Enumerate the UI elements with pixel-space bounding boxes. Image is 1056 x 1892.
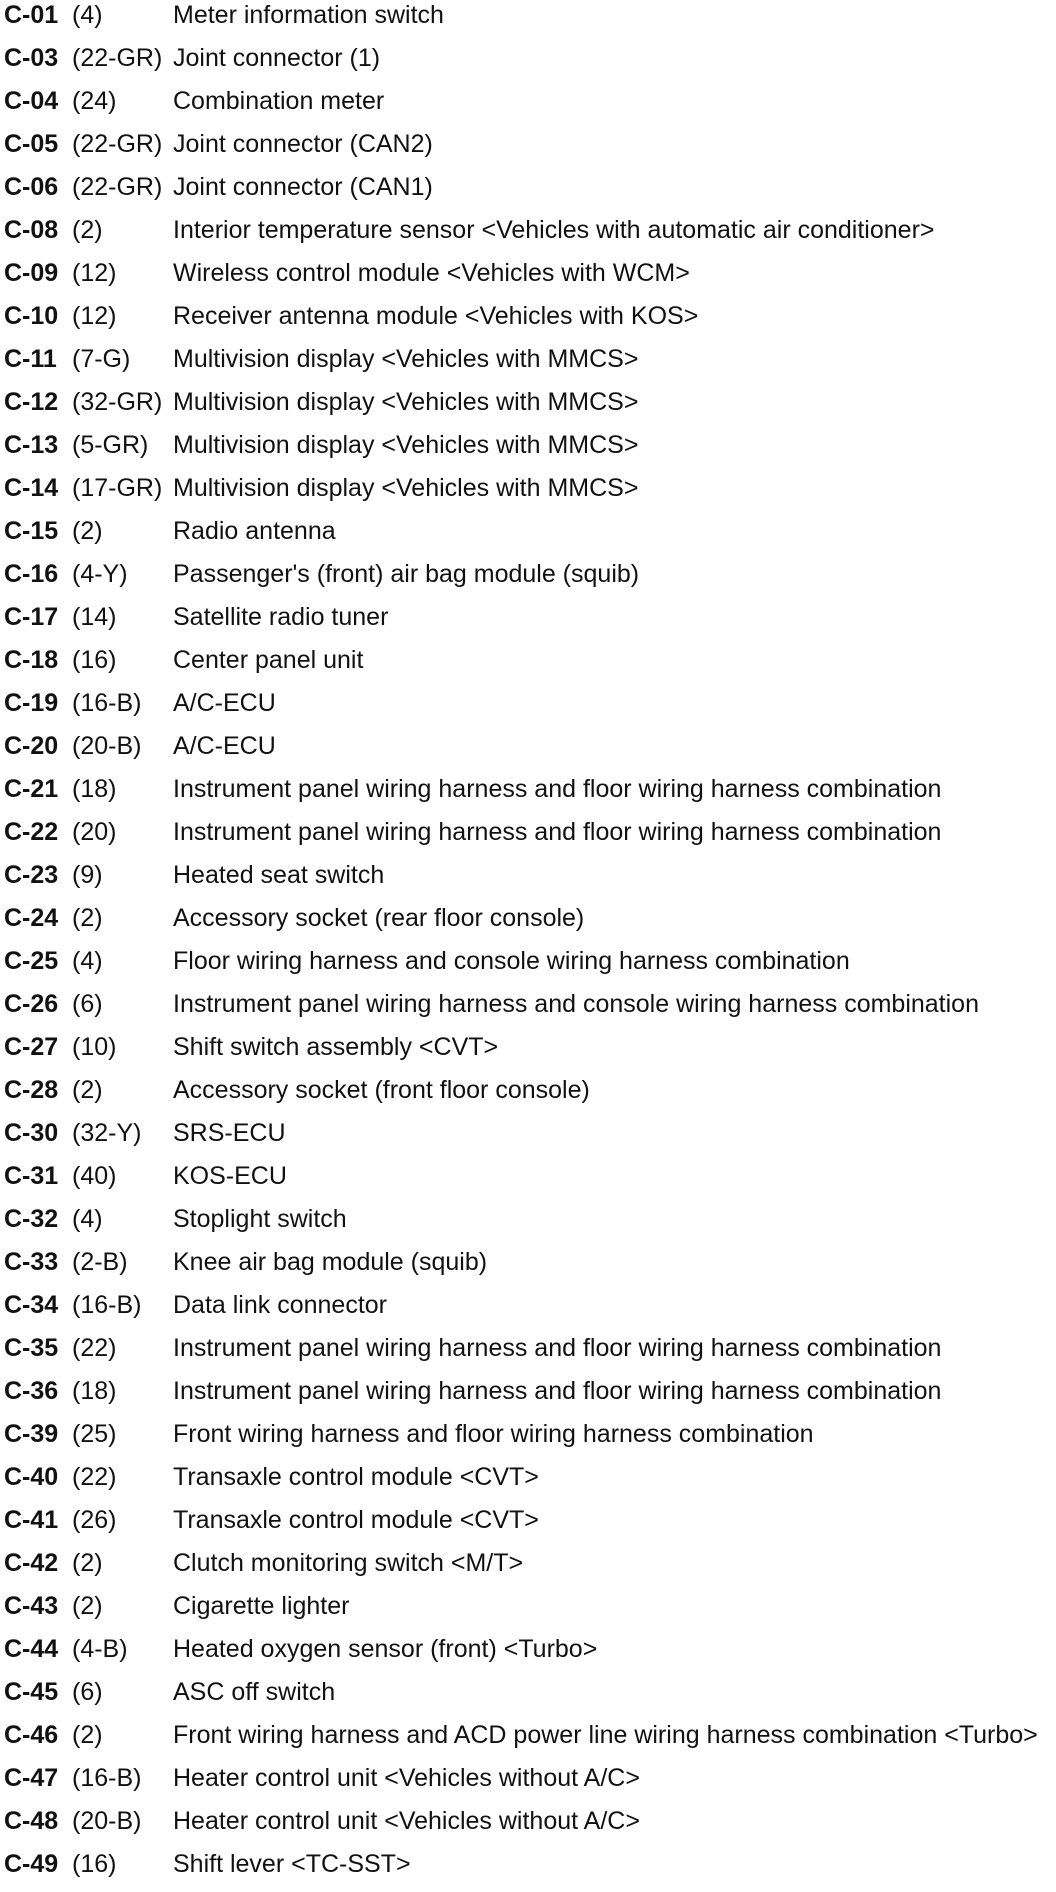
connector-spec: (16-B)	[72, 1764, 142, 1792]
connector-description: Instrument panel wiring harness and floor wiring harness combination	[173, 1334, 942, 1362]
connector-description: Data link connector	[173, 1291, 388, 1319]
connector-spec: (4)	[72, 947, 103, 975]
connector-description: Cigarette lighter	[173, 1592, 350, 1620]
connector-description: Transaxle control module <CVT>	[173, 1463, 539, 1491]
connector-code: C-36	[4, 1377, 59, 1405]
connector-code: C-33	[4, 1248, 59, 1276]
connector-row	[4, 559, 1054, 602]
connector-spec: (4-Y)	[72, 560, 128, 588]
connector-spec: (40)	[72, 1162, 117, 1190]
connector-code: C-13	[4, 431, 59, 459]
connector-row	[4, 1720, 1054, 1763]
connector-description: ASC off switch	[173, 1678, 336, 1706]
connector-code: C-14	[4, 474, 59, 502]
connector-spec: (6)	[72, 990, 103, 1018]
connector-code: C-40	[4, 1463, 59, 1491]
connector-code: C-06	[4, 173, 59, 201]
connector-spec: (22)	[72, 1463, 117, 1491]
connector-code: C-23	[4, 861, 59, 889]
connector-row	[4, 1505, 1054, 1548]
connector-description: Radio antenna	[173, 517, 336, 545]
connector-code: C-46	[4, 1721, 59, 1749]
connector-row	[4, 774, 1054, 817]
connector-spec: (14)	[72, 603, 117, 631]
connector-row	[4, 731, 1054, 774]
connector-description: Heated oxygen sensor (front) <Turbo>	[173, 1635, 598, 1663]
connector-spec: (2)	[72, 517, 103, 545]
connector-description: Satellite radio tuner	[173, 603, 389, 631]
connector-code: C-04	[4, 87, 59, 115]
connector-spec: (2-B)	[72, 1248, 128, 1276]
connector-code: C-21	[4, 775, 59, 803]
connector-row	[4, 215, 1054, 258]
connector-spec: (2)	[72, 904, 103, 932]
connector-row	[4, 516, 1054, 559]
connector-description: Multivision display <Vehicles with MMCS>	[173, 431, 639, 459]
connector-description: Joint connector (CAN1)	[173, 173, 433, 201]
connector-row	[4, 344, 1054, 387]
connector-description: Heater control unit <Vehicles without A/C>	[173, 1807, 640, 1835]
connector-spec: (20-B)	[72, 732, 142, 760]
connector-description: Stoplight switch	[173, 1205, 347, 1233]
connector-row	[4, 172, 1054, 215]
connector-spec: (24)	[72, 87, 117, 115]
connector-code: C-43	[4, 1592, 59, 1620]
connector-row	[4, 1806, 1054, 1849]
connector-row	[4, 1419, 1054, 1462]
connector-description: A/C-ECU	[173, 689, 276, 717]
connector-code: C-27	[4, 1033, 59, 1061]
connector-row	[4, 43, 1054, 86]
connector-spec: (16-B)	[72, 1291, 142, 1319]
connector-code: C-08	[4, 216, 59, 244]
connector-description: Instrument panel wiring harness and floor wiring harness combination	[173, 1377, 942, 1405]
connector-code: C-24	[4, 904, 59, 932]
connector-code: C-39	[4, 1420, 59, 1448]
connector-row	[4, 1849, 1054, 1892]
connector-row	[4, 903, 1054, 946]
connector-spec: (20-B)	[72, 1807, 142, 1835]
connector-spec: (5-GR)	[72, 431, 149, 459]
connector-spec: (4)	[72, 1205, 103, 1233]
connector-row	[4, 1634, 1054, 1677]
connector-row	[4, 860, 1054, 903]
connector-spec: (16)	[72, 646, 117, 674]
connector-row	[4, 430, 1054, 473]
connector-description: Floor wiring harness and console wiring harness combination	[173, 947, 850, 975]
connector-code: C-26	[4, 990, 59, 1018]
connector-row	[4, 1204, 1054, 1247]
connector-row	[4, 387, 1054, 430]
connector-description: Clutch monitoring switch <M/T>	[173, 1549, 524, 1577]
connector-row	[4, 817, 1054, 860]
connector-spec: (16)	[72, 1850, 117, 1878]
connector-description: Transaxle control module <CVT>	[173, 1506, 539, 1534]
connector-row	[4, 129, 1054, 172]
connector-row	[4, 301, 1054, 344]
connector-code: C-28	[4, 1076, 59, 1104]
connector-description: Accessory socket (front floor console)	[173, 1076, 590, 1104]
connector-row	[4, 86, 1054, 129]
connector-description: Instrument panel wiring harness and floor wiring harness combination	[173, 818, 942, 846]
connector-row	[4, 1247, 1054, 1290]
connector-description: Heated seat switch	[173, 861, 385, 889]
connector-description: Shift lever <TC-SST>	[173, 1850, 411, 1878]
connector-spec: (2)	[72, 1721, 103, 1749]
connector-spec: (22-GR)	[72, 173, 163, 201]
connector-description: Multivision display <Vehicles with MMCS>	[173, 474, 639, 502]
connector-row	[4, 1161, 1054, 1204]
connector-code: C-49	[4, 1850, 59, 1878]
connector-description: Center panel unit	[173, 646, 364, 674]
connector-code: C-22	[4, 818, 59, 846]
connector-spec: (2)	[72, 1592, 103, 1620]
connector-description: Interior temperature sensor <Vehicles with automatic air conditioner>	[173, 216, 935, 244]
connector-row	[4, 258, 1054, 301]
connector-code: C-15	[4, 517, 59, 545]
connector-code: C-03	[4, 44, 59, 72]
connector-row	[4, 1591, 1054, 1634]
connector-code: C-18	[4, 646, 59, 674]
connector-spec: (7-G)	[72, 345, 131, 373]
connector-spec: (22)	[72, 1334, 117, 1362]
connector-spec: (25)	[72, 1420, 117, 1448]
connector-code: C-20	[4, 732, 59, 760]
connector-code: C-16	[4, 560, 59, 588]
connector-code: C-09	[4, 259, 59, 287]
connector-code: C-47	[4, 1764, 59, 1792]
connector-spec: (17-GR)	[72, 474, 163, 502]
connector-code: C-10	[4, 302, 59, 330]
connector-spec: (4-B)	[72, 1635, 128, 1663]
connector-spec: (16-B)	[72, 689, 142, 717]
connector-row	[4, 1462, 1054, 1505]
connector-description: Receiver antenna module <Vehicles with KOS>	[173, 302, 699, 330]
connector-spec: (20)	[72, 818, 117, 846]
connector-code: C-30	[4, 1119, 59, 1147]
connector-row	[4, 946, 1054, 989]
connector-description: Passenger's (front) air bag module (squib)	[173, 560, 640, 588]
connector-code: C-11	[4, 345, 57, 373]
connector-spec: (32-GR)	[72, 388, 163, 416]
connector-code: C-31	[4, 1162, 59, 1190]
connector-code: C-01	[4, 1, 59, 29]
connector-spec: (9)	[72, 861, 103, 889]
connector-spec: (12)	[72, 259, 117, 287]
connector-spec: (18)	[72, 1377, 117, 1405]
connector-description: Accessory socket (rear floor console)	[173, 904, 585, 932]
connector-row	[4, 1677, 1054, 1720]
connector-row	[4, 989, 1054, 1032]
connector-spec: (32-Y)	[72, 1119, 142, 1147]
connector-description: Combination meter	[173, 87, 385, 115]
connector-spec: (22-GR)	[72, 44, 163, 72]
connector-description: Multivision display <Vehicles with MMCS>	[173, 345, 639, 373]
connector-description: A/C-ECU	[173, 732, 276, 760]
connector-spec: (12)	[72, 302, 117, 330]
connector-row	[4, 688, 1054, 731]
connector-code: C-35	[4, 1334, 59, 1362]
connector-description: SRS-ECU	[173, 1119, 286, 1147]
connector-spec: (26)	[72, 1506, 117, 1534]
connector-description: Wireless control module <Vehicles with WCM>	[173, 259, 690, 287]
connector-code: C-32	[4, 1205, 59, 1233]
connector-spec: (2)	[72, 216, 103, 244]
connector-code: C-42	[4, 1549, 59, 1577]
connector-code: C-25	[4, 947, 59, 975]
connector-row	[4, 1290, 1054, 1333]
connector-row	[4, 1376, 1054, 1419]
connector-description: KOS-ECU	[173, 1162, 287, 1190]
connector-code: C-34	[4, 1291, 59, 1319]
connector-description: Joint connector (1)	[173, 44, 381, 72]
connector-spec: (18)	[72, 775, 117, 803]
connector-code: C-05	[4, 130, 59, 158]
connector-row	[4, 473, 1054, 516]
connector-list	[4, 0, 1054, 1892]
connector-spec: (10)	[72, 1033, 117, 1061]
connector-code: C-45	[4, 1678, 59, 1706]
connector-row	[4, 1333, 1054, 1376]
connector-description: Knee air bag module (squib)	[173, 1248, 488, 1276]
connector-row	[4, 0, 1054, 43]
connector-spec: (4)	[72, 1, 103, 29]
connector-code: C-19	[4, 689, 59, 717]
connector-description: Instrument panel wiring harness and console wiring harness combination	[173, 990, 979, 1018]
connector-description: Shift switch assembly <CVT>	[173, 1033, 499, 1061]
connector-description: Joint connector (CAN2)	[173, 130, 433, 158]
connector-description: Meter information switch	[173, 1, 444, 29]
connector-description: Heater control unit <Vehicles without A/C>	[173, 1764, 640, 1792]
connector-row	[4, 645, 1054, 688]
connector-spec: (2)	[72, 1549, 103, 1577]
connector-row	[4, 1763, 1054, 1806]
connector-spec: (2)	[72, 1076, 103, 1104]
connector-row	[4, 1548, 1054, 1591]
connector-description: Front wiring harness and floor wiring harness combination	[173, 1420, 814, 1448]
connector-description: Multivision display <Vehicles with MMCS>	[173, 388, 639, 416]
connector-row	[4, 1118, 1054, 1161]
connector-code: C-17	[4, 603, 59, 631]
connector-code: C-41	[4, 1506, 59, 1534]
connector-spec: (6)	[72, 1678, 103, 1706]
connector-row	[4, 1032, 1054, 1075]
connector-row	[4, 1075, 1054, 1118]
connector-spec: (22-GR)	[72, 130, 163, 158]
connector-description: Instrument panel wiring harness and floor wiring harness combination	[173, 775, 942, 803]
connector-code: C-44	[4, 1635, 59, 1663]
connector-code: C-48	[4, 1807, 59, 1835]
connector-row	[4, 602, 1054, 645]
connector-code: C-12	[4, 388, 59, 416]
connector-description: Front wiring harness and ACD power line wiring harness combination <Turbo>	[173, 1721, 1038, 1749]
